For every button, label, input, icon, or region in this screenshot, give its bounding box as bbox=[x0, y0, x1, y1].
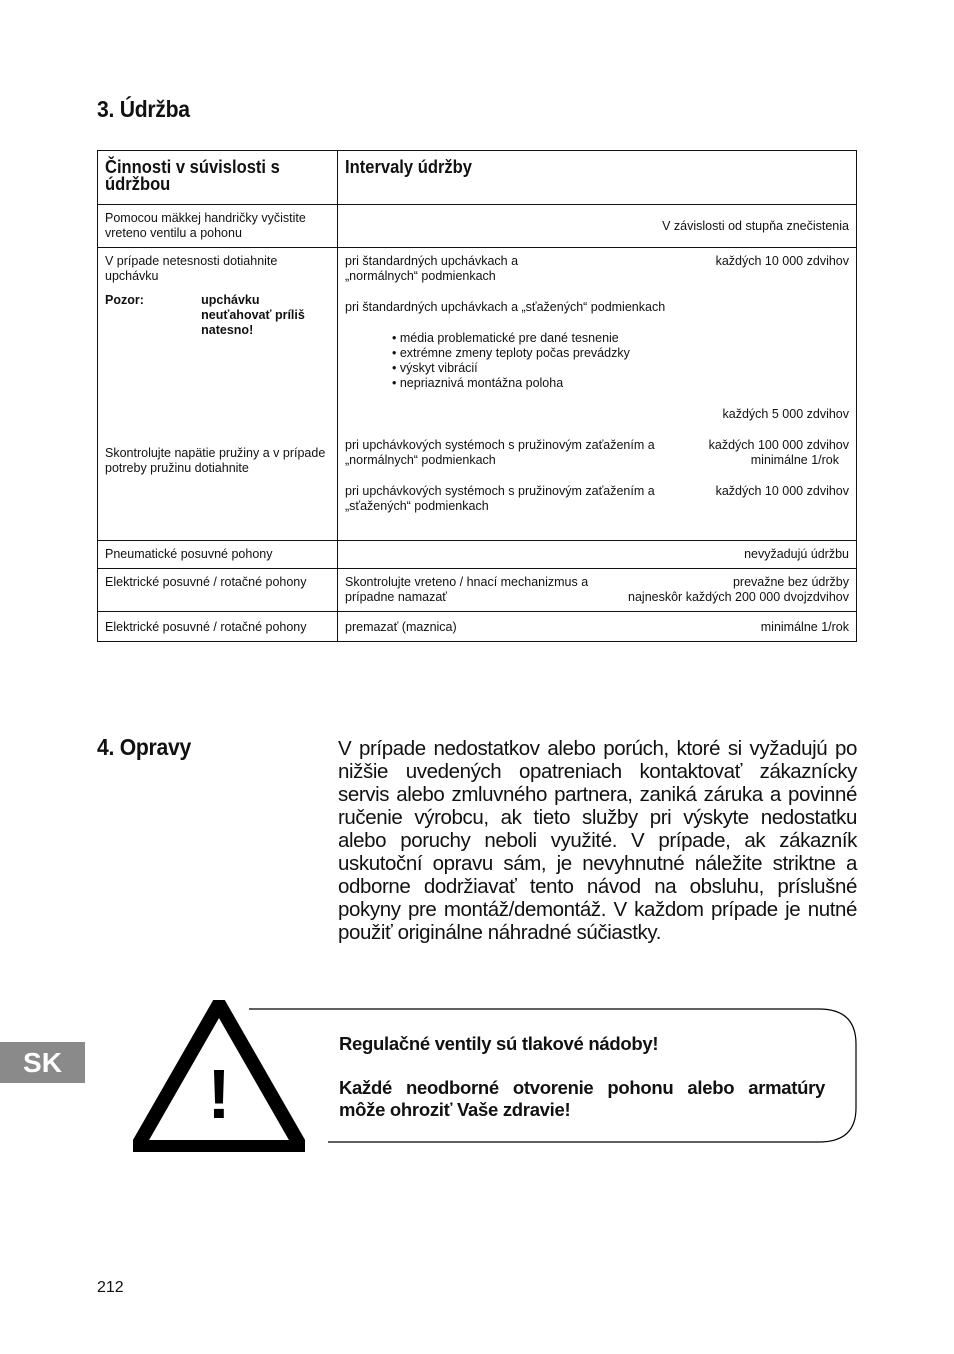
interval-condition: pri upchávkových systémoch s pružinovým zaťažením a „sťažených“ podmienkach bbox=[345, 484, 655, 513]
interval-value: prevažne bez údržby bbox=[732, 575, 849, 589]
interval-line bbox=[345, 590, 849, 605]
activity-cell: Elektrické posuvné / rotačné pohony bbox=[98, 612, 338, 642]
activity-cell: Pomocou mäkkej handričky vyčistite vreteno ventilu a pohonu bbox=[98, 205, 338, 248]
warning-message bbox=[339, 1033, 825, 1121]
condition-list bbox=[345, 331, 849, 391]
section-title-repairs: 4. Opravy bbox=[97, 734, 191, 760]
interval-cell bbox=[338, 612, 857, 642]
warning-exclamation: ! bbox=[207, 1055, 231, 1133]
section-title-maintenance: 3. Údržba bbox=[97, 96, 190, 122]
table-header-row bbox=[98, 151, 857, 205]
interval-condition: pri upchávkových systémoch s pružinovým zaťažením a „normálnych“ podmienkach bbox=[345, 438, 655, 467]
interval-line bbox=[345, 254, 849, 284]
caution-label: Pozor: bbox=[105, 293, 144, 307]
activity-cell bbox=[98, 248, 338, 541]
caution-text: upchávku neuťahovať príliš natesno! bbox=[201, 293, 305, 337]
table-row bbox=[98, 248, 857, 541]
header-activities bbox=[98, 151, 338, 205]
interval-value: každých 10 000 zdvihov bbox=[715, 484, 849, 498]
table-row bbox=[98, 205, 857, 248]
interval-cell bbox=[338, 569, 857, 612]
warning-line-2: Každé neodborné otvorenie pohonu alebo armatúry môže ohroziť Vaše zdravie! bbox=[339, 1077, 825, 1120]
interval-value: najneskôr každých 200 000 dvojzdvihov bbox=[628, 590, 849, 604]
interval-value-main: každých 100 000 zdvihov bbox=[708, 438, 849, 452]
list-item: • extrémne zmeny teploty počas prevádzky bbox=[392, 346, 849, 361]
interval-line bbox=[345, 484, 849, 514]
interval-value: minimálne 1/rok bbox=[760, 620, 849, 634]
list-item: • média problematické pre dané tesnenie bbox=[392, 331, 849, 346]
activity-text: V prípade netesnosti dotiahnite upchávku bbox=[105, 254, 278, 283]
interval-line bbox=[345, 575, 849, 590]
list-item: • výskyt vibrácií bbox=[392, 361, 849, 376]
interval-value bbox=[709, 438, 849, 468]
table-row bbox=[98, 612, 857, 642]
interval-line bbox=[345, 438, 849, 468]
interval-cell: nevyžadujú údržbu bbox=[338, 541, 857, 569]
list-item: • nepriaznivá montážna poloha bbox=[392, 376, 849, 391]
table-row bbox=[98, 569, 857, 612]
interval-text: V závislosti od stupňa znečistenia bbox=[662, 219, 849, 233]
page-number: 212 bbox=[97, 1279, 124, 1296]
warning-line-1: Regulačné ventily sú tlakové nádoby! bbox=[339, 1033, 659, 1054]
activity-cell: Elektrické posuvné / rotačné pohony bbox=[98, 569, 338, 612]
interval-condition: premazať (maznica) bbox=[345, 620, 457, 634]
interval-condition: Skontrolujte vreteno / hnací mechanizmus a bbox=[345, 575, 589, 589]
activity-cell: Pneumatické posuvné pohony bbox=[98, 541, 338, 569]
interval-value-min: minimálne 1/rok bbox=[750, 453, 839, 467]
interval-line bbox=[345, 620, 849, 635]
language-badge: SK bbox=[0, 1042, 85, 1083]
interval-cell bbox=[338, 248, 857, 541]
interval-value: každých 5 000 zdvihov bbox=[722, 407, 849, 421]
interval-condition: pri štandardných upchávkach a „sťažených“ podmienkach bbox=[345, 300, 666, 314]
interval-value: každých 10 000 zdvihov bbox=[715, 254, 849, 268]
header-intervals bbox=[338, 151, 857, 205]
header-activities-label: Činnosti v súvislosti s údržbou bbox=[105, 157, 280, 194]
interval-condition: prípadne namazať bbox=[345, 590, 447, 604]
repairs-paragraph: V prípade nedostatkov alebo porúch, ktoré si vyžadujú po nižšie uvedených opatreniach kontaktovať zákaznícky servis alebo zmluvného partnera, zaniká záruka a povinné ručenie výrobcu, ak tieto služby pri výskyte nedostatku alebo poruchy neboli využité. V prípade, ak zákazník uskutoční opravu sám, je nevyhnutné náležite striktne a odborne dodržiavať tento návod na obsluhu, príslušné pokyny pre montáž/demontáž. V každom prípade je nutné použiť originálne náhradné súčiastky. bbox=[338, 737, 857, 944]
maintenance-table bbox=[97, 150, 857, 642]
activity-text-spring: Skontrolujte napätie pružiny a v prípade potreby pružinu dotiahnite bbox=[105, 446, 326, 475]
table-row bbox=[98, 541, 857, 569]
header-intervals-label: Intervaly údržby bbox=[345, 157, 473, 177]
interval-condition: pri štandardných upchávkach a „normálnych“ podmienkach bbox=[345, 254, 519, 283]
caution-note bbox=[105, 293, 330, 338]
interval-cell bbox=[338, 205, 857, 248]
